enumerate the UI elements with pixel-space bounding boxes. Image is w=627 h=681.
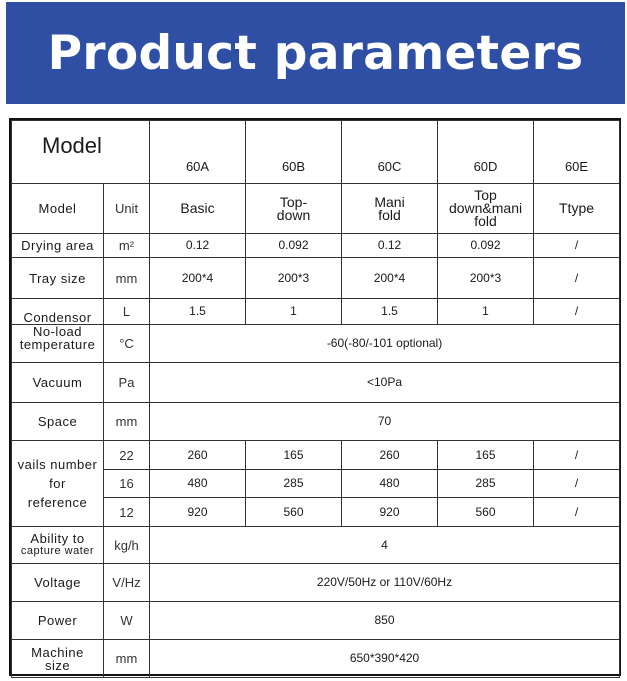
title-banner [6,2,625,104]
page-title: Product parameters [47,25,584,81]
param-label: Vacuum [12,363,104,403]
value-cell: 650*390*420 [150,640,620,678]
value-cell: / [534,470,620,498]
table-row [12,299,620,325]
unit-label: m² [104,234,150,258]
param-label: vails number for reference [12,441,104,527]
value-cell: 70 [150,403,620,441]
value-cell: / [534,498,620,527]
value-cell: 920 [342,498,438,527]
value-cell: 260 [342,441,438,470]
param-label: Machine size [12,640,104,678]
table-row [12,121,620,184]
model-60c-header: 60C [342,121,438,184]
value-cell: 850 [150,602,620,640]
table-row [12,258,620,299]
value-cell: 4 [150,527,620,564]
value-cell: 1 [438,299,534,325]
unit-label: 12 [104,498,150,527]
table-row [12,184,620,234]
table-row [12,640,620,678]
value-cell: 200*3 [438,258,534,299]
table-row [12,363,620,403]
table-row [12,441,620,470]
unit-label: mm [104,403,150,441]
value-cell: 165 [246,441,342,470]
unit-label: °C [104,325,150,363]
value-cell: 0.12 [150,234,246,258]
value-cell: 165 [438,441,534,470]
value-cell: 200*3 [246,258,342,299]
value-cell: / [534,234,620,258]
value-cell: 920 [150,498,246,527]
model-type-cell: Mani fold [342,184,438,234]
unit-label: L [104,299,150,325]
value-cell: 1.5 [150,299,246,325]
value-cell: 260 [150,441,246,470]
table-row [12,325,620,363]
table-row [12,498,620,527]
table-row [12,602,620,640]
value-cell: 0.092 [246,234,342,258]
value-cell: / [534,258,620,299]
value-cell: 0.092 [438,234,534,258]
value-cell: / [534,299,620,325]
value-cell: 200*4 [150,258,246,299]
value-cell: 1 [246,299,342,325]
value-cell: 560 [246,498,342,527]
value-cell: <10Pa [150,363,620,403]
param-label: Tray size [12,258,104,299]
table-row [12,234,620,258]
value-cell: 200*4 [342,258,438,299]
unit-label: V/Hz [104,564,150,602]
table-row [12,564,620,602]
unit-label: 16 [104,470,150,498]
model-type-cell: Basic [150,184,246,234]
value-cell: 285 [438,470,534,498]
param-label: Voltage [12,564,104,602]
value-cell: / [534,441,620,470]
value-cell: -60(-80/-101 optional) [150,325,620,363]
param-label: No-load temperature [12,325,104,363]
table-row [12,403,620,441]
param-label: Drying area [12,234,104,258]
parameters-table [11,120,620,678]
unit-label: kg/h [104,527,150,564]
param-label: Condensor [12,299,104,325]
value-cell: 1.5 [342,299,438,325]
model-60b-header: 60B [246,121,342,184]
unit-label: Unit [104,184,150,234]
value-cell: 285 [246,470,342,498]
value-cell: 480 [342,470,438,498]
param-label: Power [12,602,104,640]
unit-label: Pa [104,363,150,403]
model-type-cell: Ttype [534,184,620,234]
table-row [12,470,620,498]
unit-label: W [104,602,150,640]
param-label: Model [12,184,104,234]
value-cell: 480 [150,470,246,498]
model-header: Model [12,121,150,184]
model-type-cell: Top- down [246,184,342,234]
model-60e-header: 60E [534,121,620,184]
value-cell: 220V/50Hz or 110V/60Hz [150,564,620,602]
value-cell: 0.12 [342,234,438,258]
table-row [12,527,620,564]
unit-label: 22 [104,441,150,470]
unit-label: mm [104,258,150,299]
param-label: Space [12,403,104,441]
model-type-cell: Top down&mani fold [438,184,534,234]
param-label: Ability to capture water [12,527,104,564]
model-60d-header: 60D [438,121,534,184]
unit-label: mm [104,640,150,678]
value-cell: 560 [438,498,534,527]
model-60a-header: 60A [150,121,246,184]
